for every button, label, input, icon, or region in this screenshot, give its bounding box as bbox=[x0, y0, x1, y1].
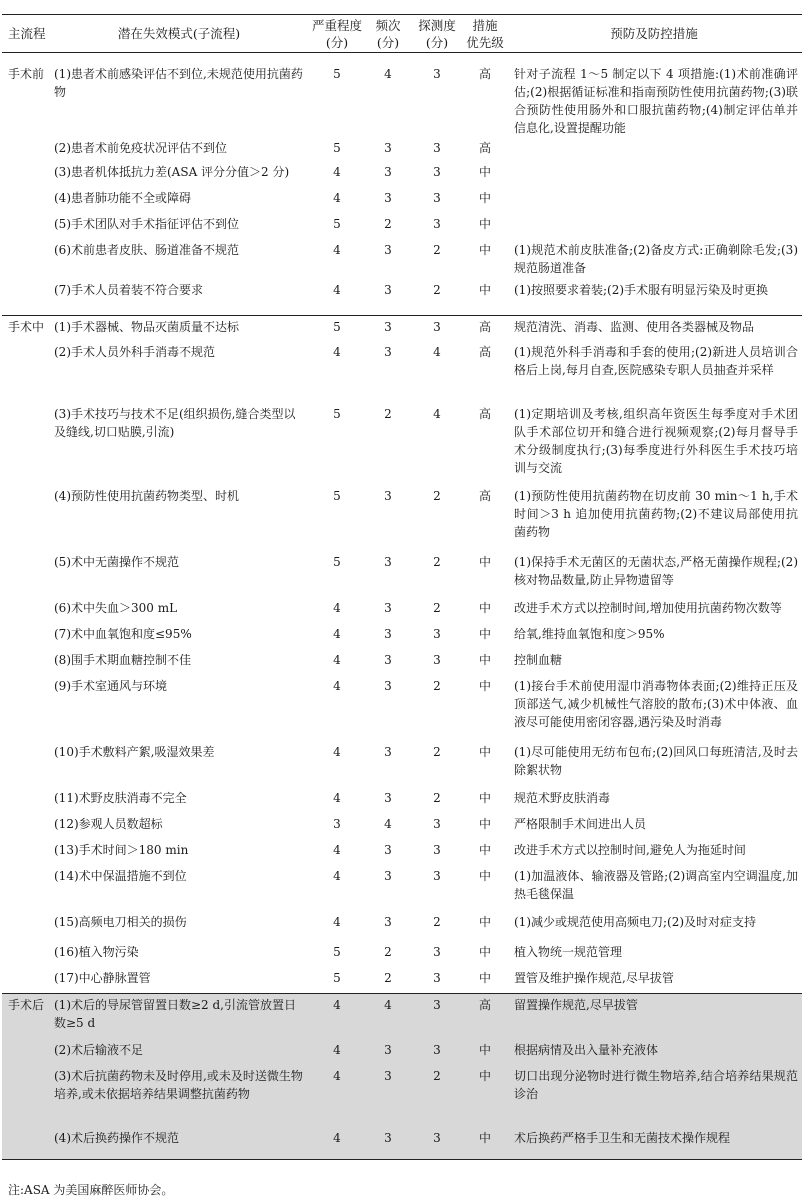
main-process-cell bbox=[2, 967, 50, 993]
detection-cell: 4 bbox=[433, 345, 441, 359]
main-process-cell bbox=[2, 911, 50, 941]
measures-cell: (1)按照要求着装;(2)手术服有明显污染及时更换 bbox=[514, 283, 769, 297]
measures-cell: 改进手术方式以控制时间,避免人为拖延时间 bbox=[514, 843, 746, 857]
severity-cell: 4 bbox=[333, 165, 341, 179]
table-row bbox=[2, 941, 802, 967]
priority-cell: 中 bbox=[478, 679, 491, 693]
measures-cell: 切口出现分泌物时进行微生物培养,结合培养结果规范诊治 bbox=[506, 1065, 802, 1127]
table-row bbox=[2, 967, 802, 993]
main-process-cell bbox=[2, 941, 50, 967]
priority-cell: 高 bbox=[478, 489, 491, 503]
failure-mode-cell: (13)手术时间＞180 min bbox=[54, 843, 189, 857]
table-row bbox=[2, 485, 802, 551]
priority-cell: 中 bbox=[478, 555, 491, 569]
detection-cell: 3 bbox=[433, 971, 441, 985]
main-process-cell bbox=[2, 787, 50, 813]
detection-cell: 3 bbox=[433, 191, 441, 205]
table-row bbox=[2, 597, 802, 623]
header-main-process: 主流程 bbox=[2, 15, 50, 53]
priority-cell: 中 bbox=[478, 601, 491, 615]
measures-cell bbox=[506, 213, 802, 239]
severity-cell: 4 bbox=[333, 869, 341, 883]
failure-mode-cell: (9)手术室通风与环境 bbox=[54, 679, 167, 693]
failure-mode-cell: (11)术野皮肤消毒不完全 bbox=[54, 791, 187, 805]
failure-mode-cell: (4)术后换药操作不规范 bbox=[50, 1127, 308, 1159]
failure-mode-cell: (17)中心静脉置管 bbox=[54, 971, 151, 985]
priority-cell: 中 bbox=[478, 283, 491, 297]
frequency-cell: 3 bbox=[384, 489, 392, 503]
table-row bbox=[2, 813, 802, 839]
measures-cell bbox=[506, 161, 802, 187]
table-row bbox=[2, 1039, 802, 1065]
measures-cell: (1)规范外科手消毒和手套的使用;(2)新进人员培训合格后上岗,每月自查,医院感染专职人员抽查并采样 bbox=[514, 345, 798, 377]
priority-cell: 高 bbox=[478, 141, 491, 155]
failure-mode-cell: (1)患者术前感染评估不到位,未规范使用抗菌药物 bbox=[54, 67, 303, 99]
frequency-cell: 2 bbox=[384, 407, 392, 421]
priority-cell: 中 bbox=[478, 627, 491, 641]
table-row bbox=[2, 187, 802, 213]
frequency-cell: 3 bbox=[384, 745, 392, 759]
frequency-cell: 3 bbox=[384, 141, 392, 155]
header-frequency: 频次 (分) bbox=[366, 15, 410, 53]
measures-cell: (1)保持手术无菌区的无菌状态,严格无菌操作规程;(2)核对物品数量,防止异物遗留等 bbox=[514, 555, 798, 587]
severity-cell: 5 bbox=[333, 555, 341, 569]
table-row bbox=[2, 865, 802, 911]
detection-cell: 3 bbox=[410, 1039, 464, 1065]
main-process-cell bbox=[2, 649, 50, 675]
failure-mode-cell: (3)术后抗菌药物未及时停用,或未及时送微生物培养,或未依据培养结果调整抗菌药物 bbox=[50, 1065, 308, 1127]
main-process-cell bbox=[2, 341, 50, 403]
frequency-cell: 4 bbox=[384, 67, 392, 81]
frequency-cell: 3 bbox=[384, 601, 392, 615]
priority-cell: 中 bbox=[478, 165, 491, 179]
detection-cell: 3 bbox=[433, 817, 441, 831]
detection-cell: 2 bbox=[433, 791, 441, 805]
severity-cell: 4 bbox=[333, 345, 341, 359]
measures-cell: (1)接台手术前使用湿巾消毒物体表面;(2)维持正压及顶部送气,减少机械性气溶胶的散布;(3)术中体液、血液尽可能使用密闭容器,遇污染及时消毒 bbox=[514, 679, 798, 729]
table-row bbox=[2, 911, 802, 941]
measures-cell: 植入物统一规范管理 bbox=[514, 945, 623, 959]
table-row bbox=[2, 137, 802, 161]
severity-cell: 4 bbox=[333, 627, 341, 641]
detection-cell: 3 bbox=[433, 67, 441, 81]
priority-cell: 中 bbox=[478, 217, 491, 231]
priority-cell: 中 bbox=[478, 843, 491, 857]
main-process-cell bbox=[2, 137, 50, 161]
detection-cell: 3 bbox=[410, 993, 464, 1039]
table-row bbox=[2, 279, 802, 315]
frequency-cell: 3 bbox=[384, 243, 392, 257]
measures-cell: 根据病情及出入量补充液体 bbox=[506, 1039, 802, 1065]
severity-cell: 4 bbox=[333, 679, 341, 693]
measures-cell: (1)规范术前皮肤准备;(2)备皮方式:正确剃除毛发;(3)规范肠道准备 bbox=[514, 243, 798, 275]
severity-cell: 4 bbox=[333, 915, 341, 929]
detection-cell: 3 bbox=[433, 141, 441, 155]
main-process-cell bbox=[2, 865, 50, 911]
detection-cell: 2 bbox=[433, 243, 441, 257]
table-row bbox=[2, 551, 802, 597]
table-row bbox=[2, 161, 802, 187]
table-row bbox=[2, 213, 802, 239]
failure-mode-cell: (6)术前患者皮肤、肠道准备不规范 bbox=[54, 243, 239, 257]
main-process-cell bbox=[2, 813, 50, 839]
failure-mode-cell: (2)患者术前免疫状况评估不到位 bbox=[54, 141, 227, 155]
measures-cell: 控制血糖 bbox=[514, 653, 563, 667]
measures-cell bbox=[506, 137, 802, 161]
measures-cell bbox=[506, 187, 802, 213]
measures-cell: 术后换药严格手卫生和无菌技术操作规程 bbox=[506, 1127, 802, 1159]
failure-mode-cell: (12)参观人员数超标 bbox=[54, 817, 163, 831]
main-process-cell bbox=[2, 741, 50, 787]
priority-cell: 中 bbox=[478, 653, 491, 667]
fmea-table bbox=[2, 14, 802, 1160]
priority-cell: 中 bbox=[478, 915, 491, 929]
detection-cell: 2 bbox=[410, 1065, 464, 1127]
frequency-cell: 3 bbox=[384, 345, 392, 359]
header-measures: 预防及防控措施 bbox=[506, 15, 802, 53]
failure-mode-cell: (3)患者机体抵抗力差(ASA 评分分值＞2 分) bbox=[54, 165, 290, 179]
main-process-cell bbox=[2, 623, 50, 649]
frequency-cell: 3 bbox=[384, 191, 392, 205]
detection-cell: 3 bbox=[410, 1127, 464, 1159]
measures-cell: 改进手术方式以控制时间,增加使用抗菌药物次数等 bbox=[514, 601, 782, 615]
measures-cell: (1)减少或规范使用高频电刀;(2)及时对症支持 bbox=[514, 915, 757, 929]
table-row bbox=[2, 623, 802, 649]
main-process-cell bbox=[2, 279, 50, 315]
priority-cell: 中 bbox=[464, 1127, 506, 1159]
frequency-cell: 3 bbox=[366, 1127, 410, 1159]
failure-mode-cell: (2)手术人员外科手消毒不规范 bbox=[54, 345, 215, 359]
priority-cell: 中 bbox=[478, 971, 491, 985]
failure-mode-cell: (2)术后输液不足 bbox=[50, 1039, 308, 1065]
frequency-cell: 3 bbox=[384, 283, 392, 297]
frequency-cell: 3 bbox=[384, 843, 392, 857]
main-process-cell: 手术后 bbox=[2, 993, 50, 1039]
frequency-cell: 4 bbox=[366, 993, 410, 1039]
table-row bbox=[2, 675, 802, 741]
detection-cell: 3 bbox=[433, 217, 441, 231]
measures-cell: 留置操作规范,尽早拔管 bbox=[506, 993, 802, 1039]
failure-mode-cell: (1)术后的导尿管留置日数≥2 d,引流管放置日数≥5 d bbox=[50, 993, 308, 1039]
measures-cell: 针对子流程 1～5 制定以下 4 项措施:(1)术前准确评估;(2)根据循证标准和指南预防性使用抗菌药物;(3)联合预防性使用肠外和口服抗菌药物;(4)制定评估单并信息化,设置提醒功能 bbox=[514, 67, 798, 135]
detection-cell: 3 bbox=[433, 843, 441, 857]
frequency-cell: 2 bbox=[384, 971, 392, 985]
measures-cell: 规范术野皮肤消毒 bbox=[514, 791, 611, 805]
main-process-cell bbox=[2, 213, 50, 239]
main-process-cell bbox=[2, 839, 50, 865]
severity-cell: 5 bbox=[333, 67, 341, 81]
priority-cell: 高 bbox=[464, 993, 506, 1039]
detection-cell: 3 bbox=[433, 869, 441, 883]
severity-cell: 4 bbox=[333, 653, 341, 667]
priority-cell: 中 bbox=[478, 791, 491, 805]
severity-cell: 5 bbox=[333, 407, 341, 421]
table-row bbox=[2, 993, 802, 1039]
detection-cell: 2 bbox=[433, 745, 441, 759]
severity-cell: 4 bbox=[333, 843, 341, 857]
severity-cell: 4 bbox=[308, 993, 366, 1039]
priority-cell: 中 bbox=[478, 745, 491, 759]
detection-cell: 3 bbox=[433, 653, 441, 667]
table-row bbox=[2, 787, 802, 813]
header-detection: 探测度 (分) bbox=[410, 15, 464, 53]
severity-cell: 5 bbox=[333, 945, 341, 959]
table-row bbox=[2, 403, 802, 485]
frequency-cell: 3 bbox=[366, 1039, 410, 1065]
severity-cell: 5 bbox=[333, 489, 341, 503]
failure-mode-cell: (15)高频电刀相关的损伤 bbox=[54, 915, 187, 929]
main-process-cell bbox=[2, 551, 50, 597]
frequency-cell: 3 bbox=[366, 1065, 410, 1127]
measures-cell: 严格限制手术间进出人员 bbox=[514, 817, 647, 831]
priority-cell: 中 bbox=[478, 945, 491, 959]
priority-cell: 中 bbox=[478, 817, 491, 831]
measures-cell: 置管及维护操作规范,尽早拔管 bbox=[514, 971, 674, 985]
failure-mode-cell: (3)手术技巧与技术不足(组织损伤,缝合类型以及缝线,切口贴膜,引流) bbox=[54, 407, 296, 439]
detection-cell: 3 bbox=[433, 627, 441, 641]
failure-mode-cell: (1)手术器械、物品灭菌质量不达标 bbox=[50, 315, 308, 341]
detection-cell: 2 bbox=[433, 555, 441, 569]
main-process-cell bbox=[2, 597, 50, 623]
table-row bbox=[2, 315, 802, 341]
failure-mode-cell: (14)术中保温措施不到位 bbox=[54, 869, 187, 883]
measures-cell: (1)尽可能使用无纺布包布;(2)回风口每班清洁,及时去除絮状物 bbox=[514, 745, 798, 777]
detection-cell: 2 bbox=[433, 283, 441, 297]
failure-mode-cell: (6)术中失血＞300 mL bbox=[54, 601, 178, 615]
failure-mode-cell: (7)手术人员着装不符合要求 bbox=[54, 283, 203, 297]
main-process-cell bbox=[2, 1065, 50, 1127]
header-failure-mode: 潜在失效模式(子流程) bbox=[50, 15, 308, 53]
detection-cell: 4 bbox=[433, 407, 441, 421]
failure-mode-cell: (10)手术敷料产絮,吸湿效果差 bbox=[54, 745, 215, 759]
priority-cell: 中 bbox=[464, 1039, 506, 1065]
main-process-cell bbox=[2, 485, 50, 551]
main-process-cell bbox=[2, 403, 50, 485]
failure-mode-cell: (4)患者肺功能不全或障碍 bbox=[54, 191, 191, 205]
frequency-cell: 3 bbox=[384, 627, 392, 641]
frequency-cell: 3 bbox=[384, 869, 392, 883]
priority-cell: 中 bbox=[478, 869, 491, 883]
frequency-cell: 4 bbox=[384, 817, 392, 831]
table-row bbox=[2, 649, 802, 675]
main-process-cell bbox=[2, 1127, 50, 1159]
header-severity: 严重程度 (分) bbox=[308, 15, 366, 53]
severity-cell: 4 bbox=[333, 601, 341, 615]
main-process-cell bbox=[2, 1039, 50, 1065]
severity-cell: 4 bbox=[308, 1039, 366, 1065]
priority-cell: 高 bbox=[478, 67, 491, 81]
frequency-cell: 3 bbox=[384, 791, 392, 805]
detection-cell: 3 bbox=[410, 315, 464, 341]
measures-cell: (1)预防性使用抗菌药物在切皮前 30 min～1 h,手术时间＞3 h 追加使用抗菌药物;(2)不建议局部使用抗菌药物 bbox=[514, 489, 798, 539]
severity-cell: 4 bbox=[333, 745, 341, 759]
frequency-cell: 3 bbox=[384, 165, 392, 179]
failure-mode-cell: (8)围手术期血糖控制不佳 bbox=[54, 653, 191, 667]
detection-cell: 2 bbox=[433, 601, 441, 615]
detection-cell: 3 bbox=[433, 945, 441, 959]
severity-cell: 4 bbox=[308, 1127, 366, 1159]
main-process-cell bbox=[2, 675, 50, 741]
header-priority: 措施 优先级 bbox=[464, 15, 506, 53]
table-row bbox=[2, 53, 802, 138]
detection-cell: 2 bbox=[433, 679, 441, 693]
frequency-cell: 2 bbox=[384, 945, 392, 959]
priority-cell: 高 bbox=[478, 345, 491, 359]
main-process-cell bbox=[2, 187, 50, 213]
detection-cell: 2 bbox=[433, 915, 441, 929]
main-process-cell bbox=[2, 161, 50, 187]
main-process-cell: 手术中 bbox=[2, 315, 50, 341]
frequency-cell: 3 bbox=[384, 915, 392, 929]
main-process-cell: 手术前 bbox=[8, 67, 45, 81]
header-row bbox=[2, 15, 802, 53]
measures-cell: 给氧,维持血氧饱和度＞95% bbox=[514, 627, 665, 641]
failure-mode-cell: (5)手术团队对手术指征评估不到位 bbox=[54, 217, 239, 231]
severity-cell: 4 bbox=[333, 283, 341, 297]
priority-cell: 高 bbox=[464, 315, 506, 341]
severity-cell: 5 bbox=[308, 315, 366, 341]
measures-cell: (1)定期培训及考核,组织高年资医生每季度对手术团队手术部位切开和缝合进行视频观察;(2)每月督导手术分级制度执行;(3)每季度进行外科医生手术技巧培训与交流 bbox=[514, 407, 798, 475]
main-process-cell bbox=[2, 239, 50, 279]
severity-cell: 4 bbox=[333, 791, 341, 805]
priority-cell: 中 bbox=[478, 191, 491, 205]
failure-mode-cell: (5)术中无菌操作不规范 bbox=[54, 555, 179, 569]
failure-mode-cell: (7)术中血氧饱和度≤95% bbox=[54, 627, 192, 641]
priority-cell: 高 bbox=[478, 407, 491, 421]
table-row bbox=[2, 1065, 802, 1127]
measures-cell: (1)加温液体、输液器及管路;(2)调高室内空调温度,加热毛毯保温 bbox=[514, 869, 798, 901]
table-row bbox=[2, 839, 802, 865]
detection-cell: 3 bbox=[433, 165, 441, 179]
table-row bbox=[2, 741, 802, 787]
table-row bbox=[2, 341, 802, 403]
severity-cell: 4 bbox=[333, 243, 341, 257]
detection-cell: 2 bbox=[433, 489, 441, 503]
severity-cell: 5 bbox=[333, 141, 341, 155]
frequency-cell: 3 bbox=[384, 653, 392, 667]
severity-cell: 3 bbox=[333, 817, 341, 831]
severity-cell: 4 bbox=[333, 191, 341, 205]
frequency-cell: 3 bbox=[384, 679, 392, 693]
priority-cell: 中 bbox=[478, 243, 491, 257]
failure-mode-cell: (4)预防性使用抗菌药物类型、时机 bbox=[54, 489, 239, 503]
measures-cell: 规范清洗、消毒、监测、使用各类器械及物品 bbox=[506, 315, 802, 341]
table-row bbox=[2, 239, 802, 279]
table-footnote: 注:ASA 为美国麻醉医师协会。 bbox=[8, 1183, 174, 1197]
severity-cell: 5 bbox=[333, 971, 341, 985]
frequency-cell: 3 bbox=[366, 315, 410, 341]
failure-mode-cell: (16)植入物污染 bbox=[54, 945, 139, 959]
severity-cell: 4 bbox=[308, 1065, 366, 1127]
frequency-cell: 2 bbox=[384, 217, 392, 231]
frequency-cell: 3 bbox=[384, 555, 392, 569]
priority-cell: 中 bbox=[464, 1065, 506, 1127]
table-row bbox=[2, 1127, 802, 1159]
severity-cell: 5 bbox=[333, 217, 341, 231]
